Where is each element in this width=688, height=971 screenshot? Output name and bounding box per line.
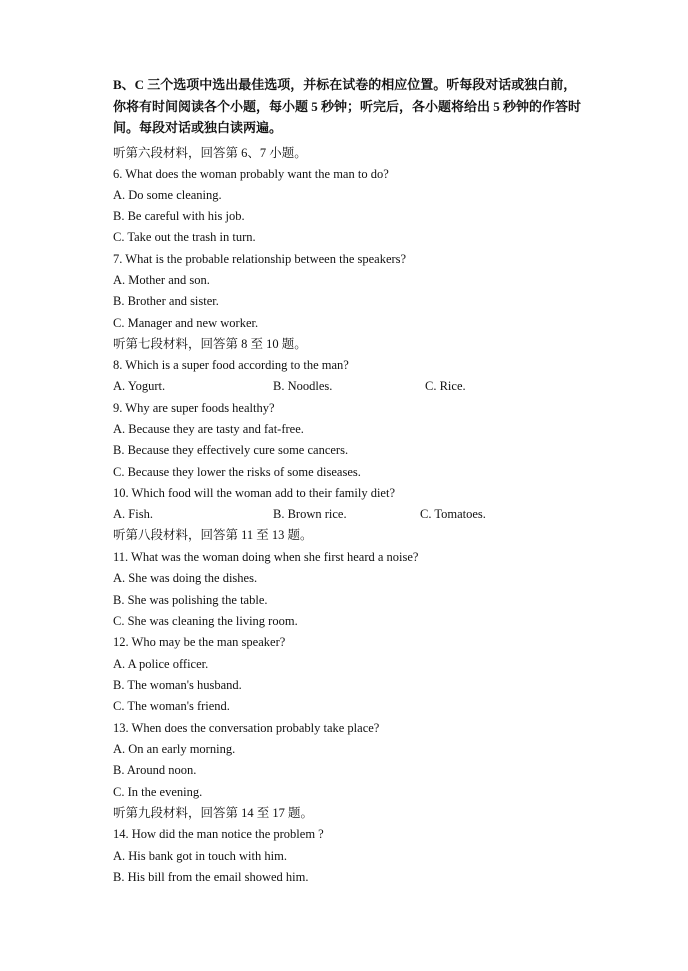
question-8: 8. Which is a super food according to the man? <box>113 358 349 372</box>
question-12: 12. Who may be the man speaker? <box>113 635 286 649</box>
section-heading-7: 听第七段材料，回答第 8 至 10 题。 <box>113 337 307 351</box>
question-13-option-c: C. In the evening. <box>113 785 203 799</box>
question-7-option-b: B. Brother and sister. <box>113 294 219 308</box>
question-7-option-c: C. Manager and new worker. <box>113 316 259 330</box>
question-14-option-b: B. His bill from the email showed him. <box>113 870 309 884</box>
question-12-option-c: C. The woman's friend. <box>113 699 230 713</box>
question-10-option-b: B. Brown rice. <box>273 507 347 521</box>
question-11: 11. What was the woman doing when she first heard a noise? <box>113 550 419 564</box>
question-8-option-a: A. Yogurt. <box>113 379 166 393</box>
question-13: 13. When does the conversation probably take place? <box>113 721 380 735</box>
question-10-option-a: A. Fish. <box>113 507 153 521</box>
question-9-option-c: C. Because they lower the risks of some diseases. <box>113 465 361 479</box>
question-14: 14. How did the man notice the problem ? <box>113 827 324 841</box>
question-13-option-b: B. Around noon. <box>113 763 197 777</box>
question-7-option-a: A. Mother and son. <box>113 273 210 287</box>
question-12-option-b: B. The woman's husband. <box>113 678 242 692</box>
question-7: 7. What is the probable relationship between the speakers? <box>113 252 407 266</box>
question-10-option-c: C. Tomatoes. <box>420 507 486 521</box>
question-12-option-a: A. A police officer. <box>113 657 209 671</box>
question-14-option-a: A. His bank got in touch with him. <box>113 849 287 863</box>
question-9: 9. Why are super foods healthy? <box>113 401 275 415</box>
question-11-option-b: B. She was polishing the table. <box>113 593 268 607</box>
question-13-option-a: A. On an early morning. <box>113 742 236 756</box>
question-6-option-b: B. Be careful with his job. <box>113 209 245 223</box>
question-6: 6. What does the woman probably want the man to do? <box>113 167 389 181</box>
question-10: 10. Which food will the woman add to their family diet? <box>113 486 395 500</box>
question-9-option-b: B. Because they effectively cure some cancers. <box>113 443 349 457</box>
question-11-option-c: C. She was cleaning the living room. <box>113 614 298 628</box>
question-11-option-a: A. She was doing the dishes. <box>113 571 258 585</box>
section-heading-9: 听第九段材料，回答第 14 至 17 题。 <box>113 806 314 820</box>
section-heading-8: 听第八段材料，回答第 11 至 13 题。 <box>113 528 313 542</box>
question-8-option-c: C. Rice. <box>425 379 466 393</box>
question-6-option-a: A. Do some cleaning. <box>113 188 222 202</box>
section-heading-6: 听第六段材料，回答第 6、7 小题。 <box>113 146 307 160</box>
question-8-option-b: B. Noodles. <box>273 379 333 393</box>
instructions-paragraph: B、C 三个选项中选出最佳选项，并标在试卷的相应位置。听每段对话或独白前，你将有时间阅读各个小题，每小题 5 秒钟；听完后，各小题将给出 5 秒钟的作答时间。每段对话或独白读两遍。 <box>113 77 582 135</box>
question-6-option-c: C. Take out the trash in turn. <box>113 230 256 244</box>
question-9-option-a: A. Because they are tasty and fat-free. <box>113 422 304 436</box>
